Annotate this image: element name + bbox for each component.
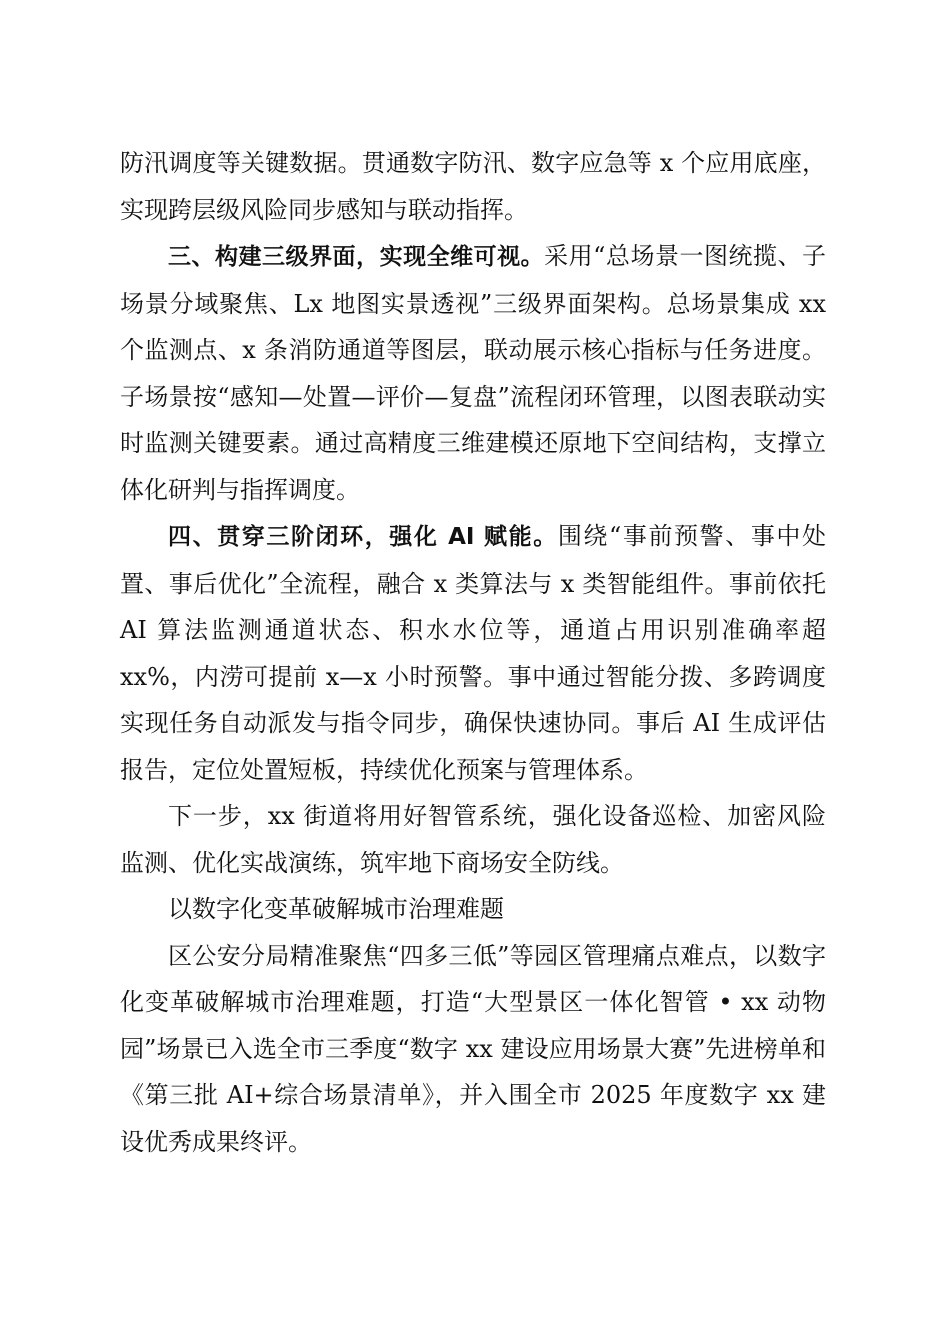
section-four-heading: 四、贯穿三阶闭环，强化 AI 赋能。: [168, 524, 558, 550]
section-three-body: 采用“总场景一图统揽、子场景分域聚焦、Lx 地图实景透视”三级界面架构。总场景集成 xx 个监测点、x 条消防通道等图层，联动展示核心指标与任务进度。子场景按“感知—处置—评价—复盘”流程闭环管理，以图表联动实时监测关键要素。通过高精度三维建模还原地下空间结构，支撑立体化研判与指挥调度。: [120, 242, 826, 504]
article-body-paragraph: 区公安分局精准聚焦“四多三低”等园区管理痛点难点，以数字化变革破解城市治理难题，打造“大型景区一体化智管 • xx 动物园”场景已入选全市三季度“数字 xx 建设应用场景大赛”先进榜单和《第三批 AI+综合场景清单》，并入围全市 2025 年度数字 xx 建设优秀成果终评。: [120, 941, 826, 1156]
section-three-heading: 三、构建三级界面，实现全维可视。: [168, 244, 545, 270]
section-four-paragraph: [120, 513, 826, 793]
document-page: [120, 140, 826, 1165]
section-three-paragraph: [120, 233, 826, 513]
article-title: 以数字化变革破解城市治理难题: [168, 895, 504, 923]
next-step-paragraph: 下一步，xx 街道将用好智管系统，强化设备巡检、加密风险监测、优化实战演练，筑牢地下商场安全防线。: [120, 802, 826, 877]
continued-paragraph: 防汛调度等关键数据。贯通数字防汛、数字应急等 x 个应用底座，实现跨层级风险同步感知与联动指挥。: [120, 149, 826, 224]
section-four-body: 围绕“事前预警、事中处置、事后优化”全流程，融合 x 类算法与 x 类智能组件。事前依托 AI 算法监测通道状态、积水水位等，通道占用识别准确率超 xx%，内涝可提前 x—x 小时预警。事中通过智能分拨、多跨调度实现任务自动派发与指令同步，确保快速协同。事后 AI 生成评估报告，定位处置短板，持续优化预案与管理体系。: [120, 522, 826, 784]
